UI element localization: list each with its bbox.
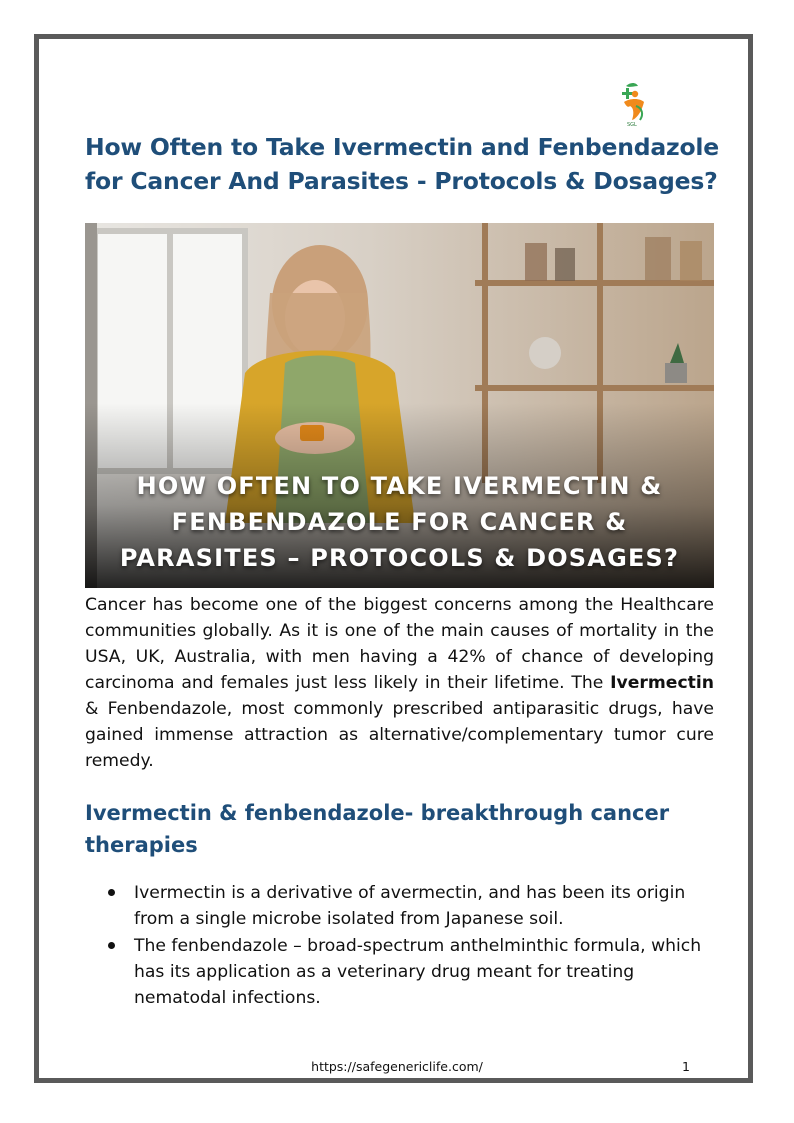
intro-text-end: & Fenbendazole, most commonly prescribed antiparasitic drugs, have gained immense attraction as alternative/complementary tumor cure remedy. bbox=[85, 699, 714, 771]
intro-paragraph bbox=[85, 592, 714, 774]
footer-url[interactable]: https://safegenericlife.com/ bbox=[311, 1059, 483, 1074]
intro-bold-ivermectin: Ivermectin bbox=[610, 673, 714, 693]
document-title: How Often to Take Ivermectin and Fenbendazole for Cancer And Parasites - Protocols & Dosages? bbox=[85, 133, 720, 195]
bullet-icon bbox=[108, 942, 115, 949]
hero-image bbox=[85, 223, 714, 588]
page-number: 1 bbox=[682, 1059, 690, 1074]
hero-caption: HOW OFTEN TO TAKE IVERMECTIN & FENBENDAZOLE FOR CANCER & PARASITES – PROTOCOLS & DOSAGES? bbox=[119, 472, 680, 572]
list-item bbox=[108, 880, 718, 932]
intro-text-start: Cancer has become one of the biggest concerns among the Healthcare communities globally. As it is one of the main causes of mortality in the USA, UK, Australia, with men having a 42% of chance of developing carcinoma and females just less likely in their lifetime. The bbox=[85, 595, 714, 693]
list-item bbox=[108, 933, 718, 1011]
bullet-list bbox=[108, 880, 718, 1012]
section-heading: Ivermectin & fenbendazole- breakthrough cancer therapies bbox=[85, 801, 670, 857]
logo-text: SGL bbox=[627, 122, 637, 128]
list-item-text: Ivermectin is a derivative of avermectin, and has been its origin from a single microbe isolated from Japanese soil. bbox=[134, 883, 686, 929]
site-logo bbox=[612, 80, 652, 128]
person-cross-logo-icon bbox=[612, 80, 652, 128]
bullet-icon bbox=[108, 889, 115, 896]
list-item-text: The fenbendazole – broad-spectrum anthelminthic formula, which has its application as a veterinary drug meant for treating nematodal infections. bbox=[134, 936, 702, 1008]
